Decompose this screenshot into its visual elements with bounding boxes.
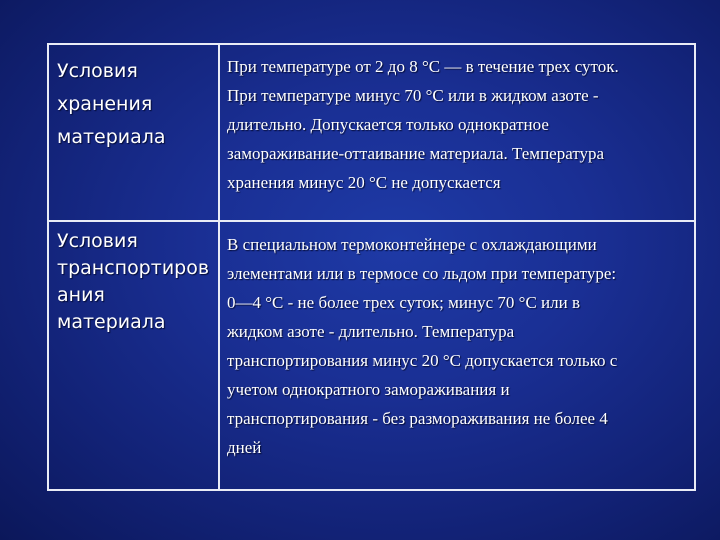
content-line: хранения минус 20 °С не допускается: [227, 173, 501, 192]
content-line: В специальном термоконтейнере с охлаждающими: [227, 235, 597, 254]
label-line: хранения: [57, 93, 153, 115]
content-line: 0—4 °С - не более трех суток; минус 70 °С или в: [227, 293, 580, 312]
label-line: Условия: [57, 60, 138, 82]
table-row-transport: [49, 222, 694, 489]
content-line: транспортирования - без размораживания не более 4: [227, 409, 608, 428]
column-divider: [218, 222, 220, 489]
transport-conditions-label: [57, 228, 215, 336]
content-line: жидком азоте - длительно. Температура: [227, 322, 515, 341]
content-line: элементами или в термосе со льдом при температуре:: [227, 264, 617, 283]
label-line: транспортиров: [57, 257, 210, 279]
info-table: [47, 43, 696, 491]
storage-conditions-label: [57, 55, 215, 154]
content-line: длительно. Допускается только однократное: [227, 115, 549, 134]
column-divider: [218, 45, 220, 220]
label-line: материала: [57, 126, 166, 148]
label-line: материала: [57, 311, 166, 333]
label-line: Условия: [57, 230, 138, 252]
content-line: замораживание-оттаивание материала. Температура: [227, 144, 605, 163]
label-line: ания: [57, 284, 105, 306]
storage-conditions-text: [227, 52, 693, 197]
content-line: учетом однократного замораживания и: [227, 380, 510, 399]
transport-conditions-text: [227, 230, 693, 462]
content-line: транспортирования минус 20 °С допускается только с: [227, 351, 618, 370]
content-line: При температуре минус 70 °С или в жидком азоте -: [227, 86, 599, 105]
content-line: дней: [227, 438, 262, 457]
content-line: При температуре от 2 до 8 °С — в течение трех суток.: [227, 57, 619, 76]
table-row-storage: [49, 45, 694, 222]
